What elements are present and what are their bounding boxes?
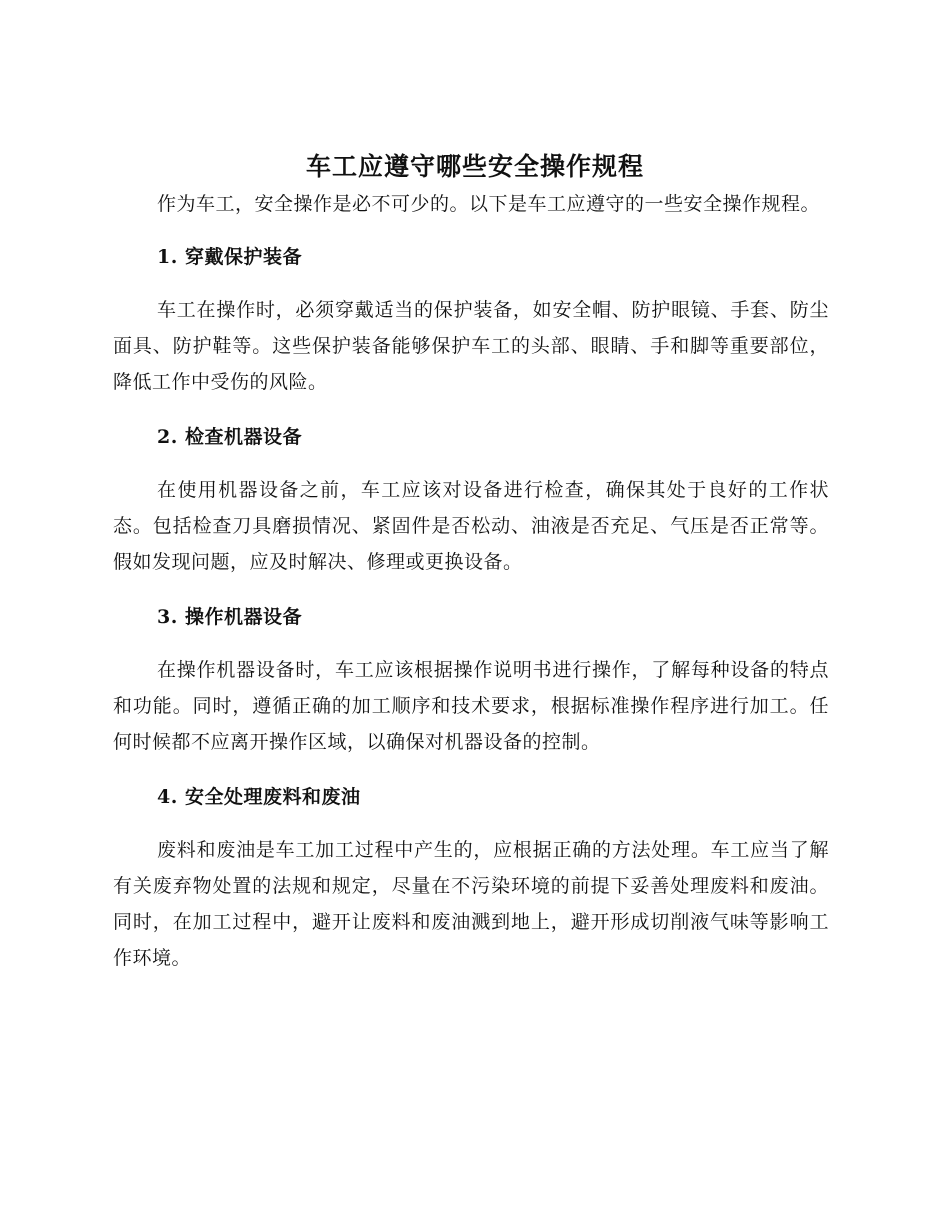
section-body-2: 在使用机器设备之前，车工应该对设备进行检查，确保其处于良好的工作状态。包括检查刀具磨损情况、紧固件是否松动、油液是否充足、气压是否正常等。假如发现问题，应及时解决、修理或更换设备。 <box>113 479 829 573</box>
intro-paragraph: 作为车工，安全操作是必不可少的。以下是车工应遵守的一些安全操作规程。 <box>157 193 821 215</box>
section-body-3: 在操作机器设备时，车工应该根据操作说明书进行操作，了解每种设备的特点和功能。同时，遵循正确的加工顺序和技术要求，根据标准操作程序进行加工。任何时候都不应离开操作区域，以确保对机器设备的控制。 <box>113 659 829 753</box>
section-body-4: 废料和废油是车工加工过程中产生的，应根据正确的方法处理。车工应当了解有关废弃物处置的法规和规定，尽量在不污染环境的前提下妥善处理废料和废油。同时，在加工过程中，避开让废料和废油溅到地上，避开形成切削液气味等影响工作环境。 <box>113 839 829 969</box>
page-title: 车工应遵守哪些安全操作规程 <box>305 152 644 181</box>
section-heading-1: 1. 穿戴保护装备 <box>157 246 302 268</box>
section-heading-3: 3. 操作机器设备 <box>157 606 302 628</box>
document-body <box>113 186 829 976</box>
section-heading-4: 4. 安全处理废料和废油 <box>157 786 361 808</box>
section-heading-2: 2. 检查机器设备 <box>157 426 302 448</box>
section-body-1: 车工在操作时，必须穿戴适当的保护装备，如安全帽、防护眼镜、手套、防尘面具、防护鞋等。这些保护装备能够保护车工的头部、眼睛、手和脚等重要部位，降低工作中受伤的风险。 <box>113 299 829 393</box>
